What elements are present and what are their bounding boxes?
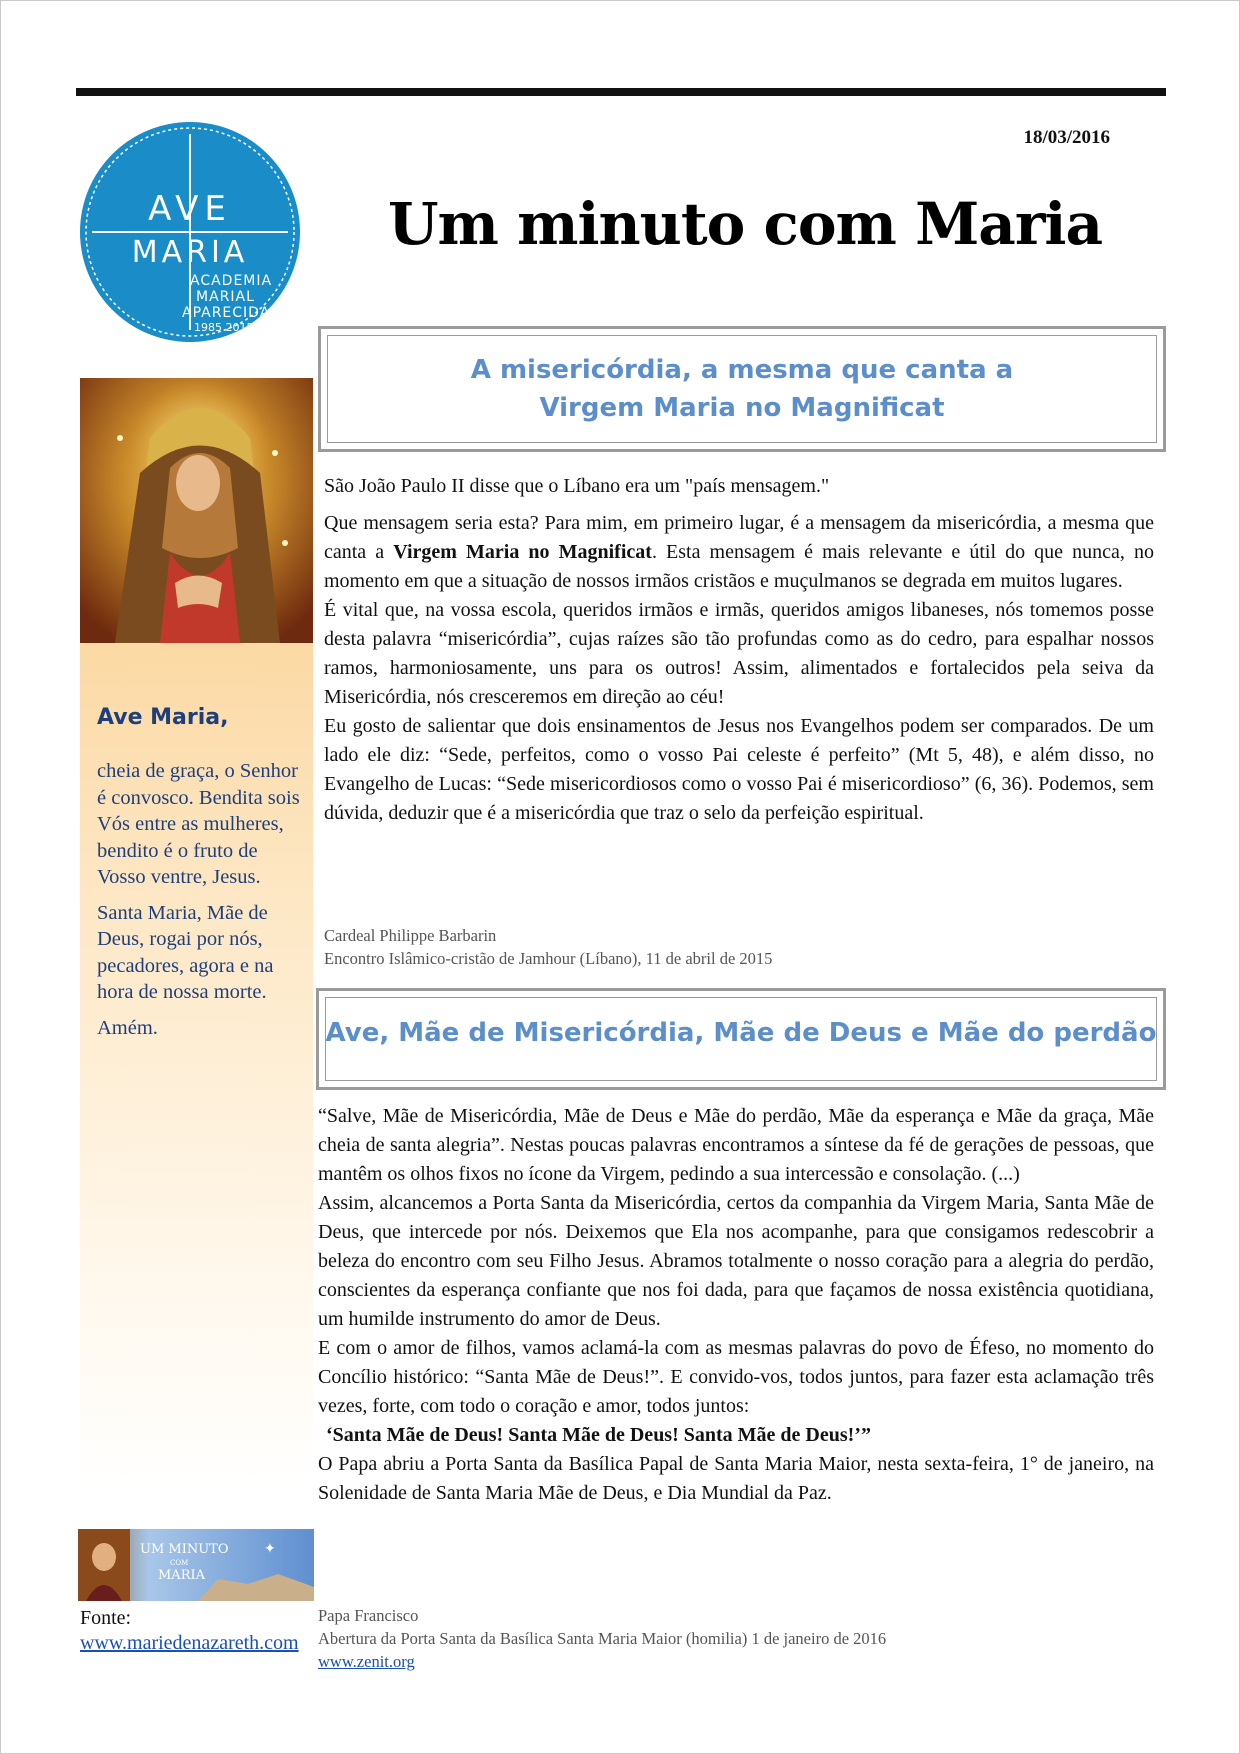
madonna-image [80, 378, 313, 643]
article2-paragraph: O Papa abriu a Porta Santa da Basílica Papal de Santa Maria Maior, nesta sexta-feira, 1° de janeiro, na Solenidade de Santa Maria Mãe de Deus, e Dia Mundial da Paz. [318, 1453, 1154, 1504]
article1-paragraph: Que mensagem seria esta? Para mim, em primeiro lugar, é a mensagem da misericórdia, a mesma que canta a Virgem Maria no Magnificat. Esta mensagem é mais relevante e útil do que nunca, no momento em que a situação de nossos irmãos cristãos e muçulmanos se degrada em muitos lugares. [324, 512, 1154, 592]
article1-heading-line2: Virgem Maria no Magnificat [539, 393, 945, 423]
article1-heading-box [318, 326, 1166, 452]
prayer-paragraph: cheia de graça, o Senhor é convosco. Bendita sois Vós entre as mulheres, bendito é o fruto de Vosso ventre, Jesus. [97, 760, 300, 888]
article1-paragraph: É vital que, na vossa escola, queridos irmãos e irmãs, queridos amigos libaneses, nós tomemos posse desta palavra “misericórdia”, cujas raízes são tão profundas como as do cedro, para espalhar nossos ramos, harmoniosamente, uns para os outros! Assim, alimentados e fortalecidos pela seiva da Misericórdia, nós cresceremos em direção ao céu! [324, 599, 1154, 708]
article2-paragraph: “Salve, Mãe de Misericórdia, Mãe de Deus e Mãe do perdão, Mãe da esperança e Mãe da graça, Mãe cheia de santa alegria”. Nestas poucas palavras encontramos a síntese da fé de gerações de pessoas, que mantêm os olhos fixos no ícone da Virgem, pedindo a sua intercessão e consolação. (...) [318, 1105, 1154, 1185]
article2-source [318, 1604, 886, 1673]
prayer-paragraph: Santa Maria, Mãe de Deus, rogai por nós, pecadores, agora e na hora de nossa morte. [97, 901, 274, 1003]
article2-body [318, 1102, 1154, 1508]
logo-ring-4: 1985 2015 [194, 321, 254, 334]
logo-ring-1: ACADEMIA [190, 273, 273, 289]
star-icon: ✦ [264, 1541, 276, 1557]
article1-body [324, 472, 1154, 828]
article1-heading [321, 351, 1163, 427]
issue-date: 18/03/2016 [1023, 127, 1110, 148]
article1-source-event: Encontro Islâmico-cristão de Jamhour (Líbano), 11 de abril de 2015 [324, 949, 773, 968]
banner-line2: COM [170, 1559, 189, 1567]
banner-line1: UM MINUTO [140, 1542, 229, 1557]
logo-text-maria: MARIA [131, 235, 249, 270]
article1-source-author: Cardeal Philippe Barbarin [324, 926, 497, 945]
article2-acclamation: ‘Santa Mãe de Deus! Santa Mãe de Deus! Santa Mãe de Deus!’” [326, 1424, 871, 1446]
article2-paragraph: E com o amor de filhos, vamos aclamá-la com as mesmas palavras do povo de Éfeso, no momento do Concílio histórico: “Santa Mãe de Deus!”. E convido-vos, todos juntos, para fazer esta aclamação três vezes, forte, com todo o coração e amor, todos juntos: [318, 1337, 1154, 1417]
article1-paragraph: São João Paulo II disse que o Líbano era um "país mensagem." [324, 475, 830, 497]
article1-bold: Virgem Maria no Magnificat [393, 541, 652, 563]
article2-heading-box [316, 988, 1166, 1090]
page-title: Um minuto com Maria [387, 190, 1103, 258]
logo-ring-2: MARIAL [196, 289, 255, 305]
article2-source-link[interactable]: www.zenit.org [318, 1652, 415, 1671]
logo-text-ave: AVE [148, 189, 232, 229]
article1-heading-line1: A misericórdia, a mesma que canta a [470, 355, 1014, 385]
article1-paragraph: Eu gosto de salientar que dois ensinamentos de Jesus nos Evangelhos podem ser comparados. De um lado ele diz: “Sede, perfeitos, como o vosso Pai celeste é perfeito” (Mt 5, 48), e além disso, no Evangelho de Lucas: “Sede misericordiosos como o vosso Pai é misericordioso” (6, 36). Podemos, sem dúvida, deduzir que é a misericórdia que traz o selo da perfeição espiritual. [324, 715, 1154, 824]
um-minuto-banner [78, 1529, 314, 1601]
banner-line3: MARIA [158, 1568, 206, 1583]
logo-ring-3: APARECIDA [182, 305, 271, 321]
article2-source-event: Abertura da Porta Santa da Basílica Santa Maria Maior (homilia) 1 de janeiro de 2016 [318, 1629, 887, 1648]
prayer-paragraph: Amém. [97, 1016, 158, 1039]
prayer-text [97, 758, 307, 1050]
article2-source-author: Papa Francisco [318, 1606, 419, 1625]
article2-heading: Ave, Mãe de Misericórdia, Mãe de Deus e Mãe do perdão [325, 1018, 1157, 1048]
fonte-link[interactable]: www.mariedenazareth.com [80, 1632, 299, 1654]
ave-maria-logo [78, 120, 302, 344]
fonte-label: Fonte: [80, 1607, 132, 1629]
prayer-heading: Ave Maria, [97, 705, 229, 730]
article2-paragraph: Assim, alcancemos a Porta Santa da Misericórdia, certos da companhia da Virgem Maria, Santa Mãe de Deus, que intercede por nós. Deixemos que Ela nos acompanhe, para que consigamos redescobrir a beleza do encontro com seu Filho Jesus. Abramos totalmente o nosso coração para a alegria do perdão, conscientes da esperança confiante que nos foi dada, para que façamos de nossa existência quotidiana, um humilde instrumento do amor de Deus. [318, 1192, 1154, 1330]
article1-source [324, 924, 772, 970]
top-rule [76, 88, 1166, 96]
